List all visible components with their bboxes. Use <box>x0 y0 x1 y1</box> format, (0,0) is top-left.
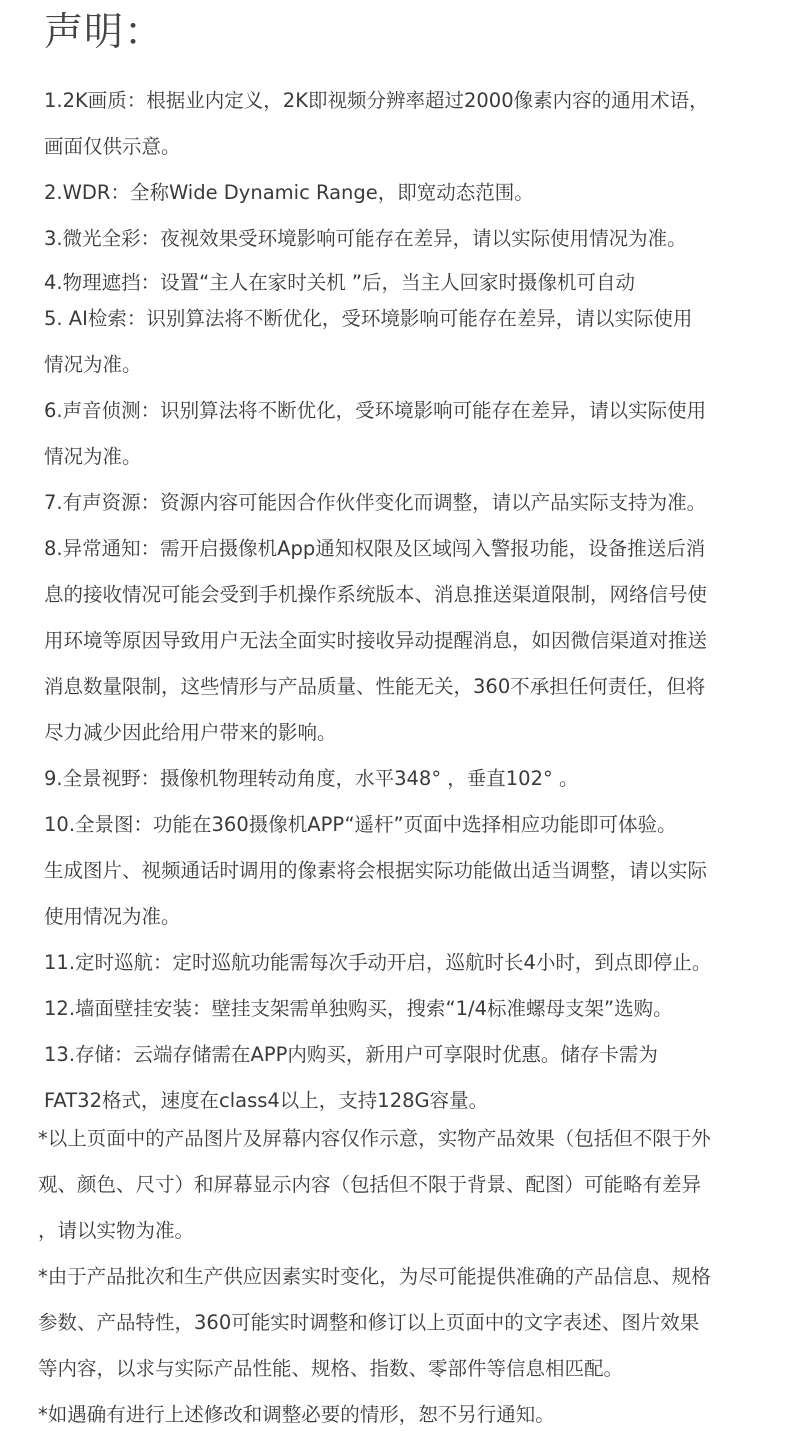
disclaimer-note-line: 等内容，以求与实际产品性能、规格、指数、零部件等信息相匹配。 <box>38 1357 624 1380</box>
disclaimer-line: 8.异常通知：需开启摄像机App通知权限及区域闯入警报功能，设备推送后消 <box>44 537 706 560</box>
disclaimer-line: 10.全景图：功能在360摄像机APP“遥杆”页面中选择相应功能即可体验。 <box>44 813 677 836</box>
disclaimer-note-line: ，请以实物为准。 <box>38 1219 195 1242</box>
page-title: 声明： <box>44 10 165 55</box>
disclaimer-line: 5. AI检索：识别算法将不断优化，受环境影响可能存在差异，请以实际使用 <box>44 307 693 330</box>
disclaimer-line: 1.2K画质：根据业内定义，2K即视频分辨率超过2000像素内容的通用术语， <box>44 89 709 112</box>
disclaimer-note-line: 观、颜色、尺寸）和屏幕显示内容（包括但不限于背景、配图）可能略有差异 <box>38 1173 702 1196</box>
disclaimer-line: 13.存储：云端存储需在APP内购买，新用户可享限时优惠。储存卡需为 <box>44 1043 658 1066</box>
disclaimer-line: 2.WDR：全称Wide Dynamic Range，即宽动态范围。 <box>44 181 534 204</box>
disclaimer-line: FAT32格式，速度在class4以上，支持128G容量。 <box>44 1089 489 1112</box>
disclaimer-line: 4.物理遮挡：设置“主人在家时关机 ”后，当主人回家时摄像机可自动 <box>44 271 636 294</box>
disclaimer-note-line: *如遇确有进行上述修改和调整必要的情形，恕不另行通知。 <box>38 1403 555 1426</box>
disclaimer-note-line: 参数、产品特性，360可能实时调整和修订以上页面中的文字表述、图片效果 <box>38 1311 700 1334</box>
disclaimer-line: 6.声音侦测：识别算法将不断优化，受环境影响可能存在差异，请以实际使用 <box>44 399 707 422</box>
disclaimer-line: 9.全景视野：摄像机物理转动角度，水平348° ，垂直102° 。 <box>44 767 579 790</box>
disclaimer-line: 消息数量限制，这些情形与产品质量、性能无关，360不承担任何责任，但将 <box>44 675 706 698</box>
disclaimer-line: 尽力减少因此给用户带来的影响。 <box>44 721 337 744</box>
disclaimer-line: 情况为准。 <box>44 445 142 468</box>
disclaimer-line: 情况为准。 <box>44 353 142 376</box>
disclaimer-line: 息的接收情况可能会受到手机操作系统版本、消息推送渠道限制，网络信号使 <box>44 583 708 606</box>
disclaimer-line: 使用情况为准。 <box>44 905 181 928</box>
disclaimer-line: 用环境等原因导致用户无法全面实时接收异动提醒消息，如因微信渠道对推送 <box>44 629 708 652</box>
disclaimer-line: 画面仅供示意。 <box>44 135 181 158</box>
disclaimer-note-line: *以上页面中的产品图片及屏幕内容仅作示意，实物产品效果（包括但不限于外 <box>38 1127 711 1150</box>
disclaimer-line: 11.定时巡航：定时巡航功能需每次手动开启，巡航时长4小时，到点即停止。 <box>44 951 712 974</box>
disclaimer-line: 3.微光全彩：夜视效果受环境影响可能存在差异，请以实际使用情况为准。 <box>44 227 687 250</box>
disclaimer-line: 生成图片、视频通话时调用的像素将会根据实际功能做出适当调整，请以实际 <box>44 859 708 882</box>
disclaimer-line: 7.有声资源：资源内容可能因合作伙伴变化而调整，请以产品实际支持为准。 <box>44 491 707 514</box>
disclaimer-note-line: *由于产品批次和生产供应因素实时变化，为尽可能提供准确的产品信息、规格 <box>38 1265 711 1288</box>
disclaimer-line: 12.墙面壁挂安装：壁挂支架需单独购买，搜索“1/4标准螺母支架”选购。 <box>44 997 673 1020</box>
